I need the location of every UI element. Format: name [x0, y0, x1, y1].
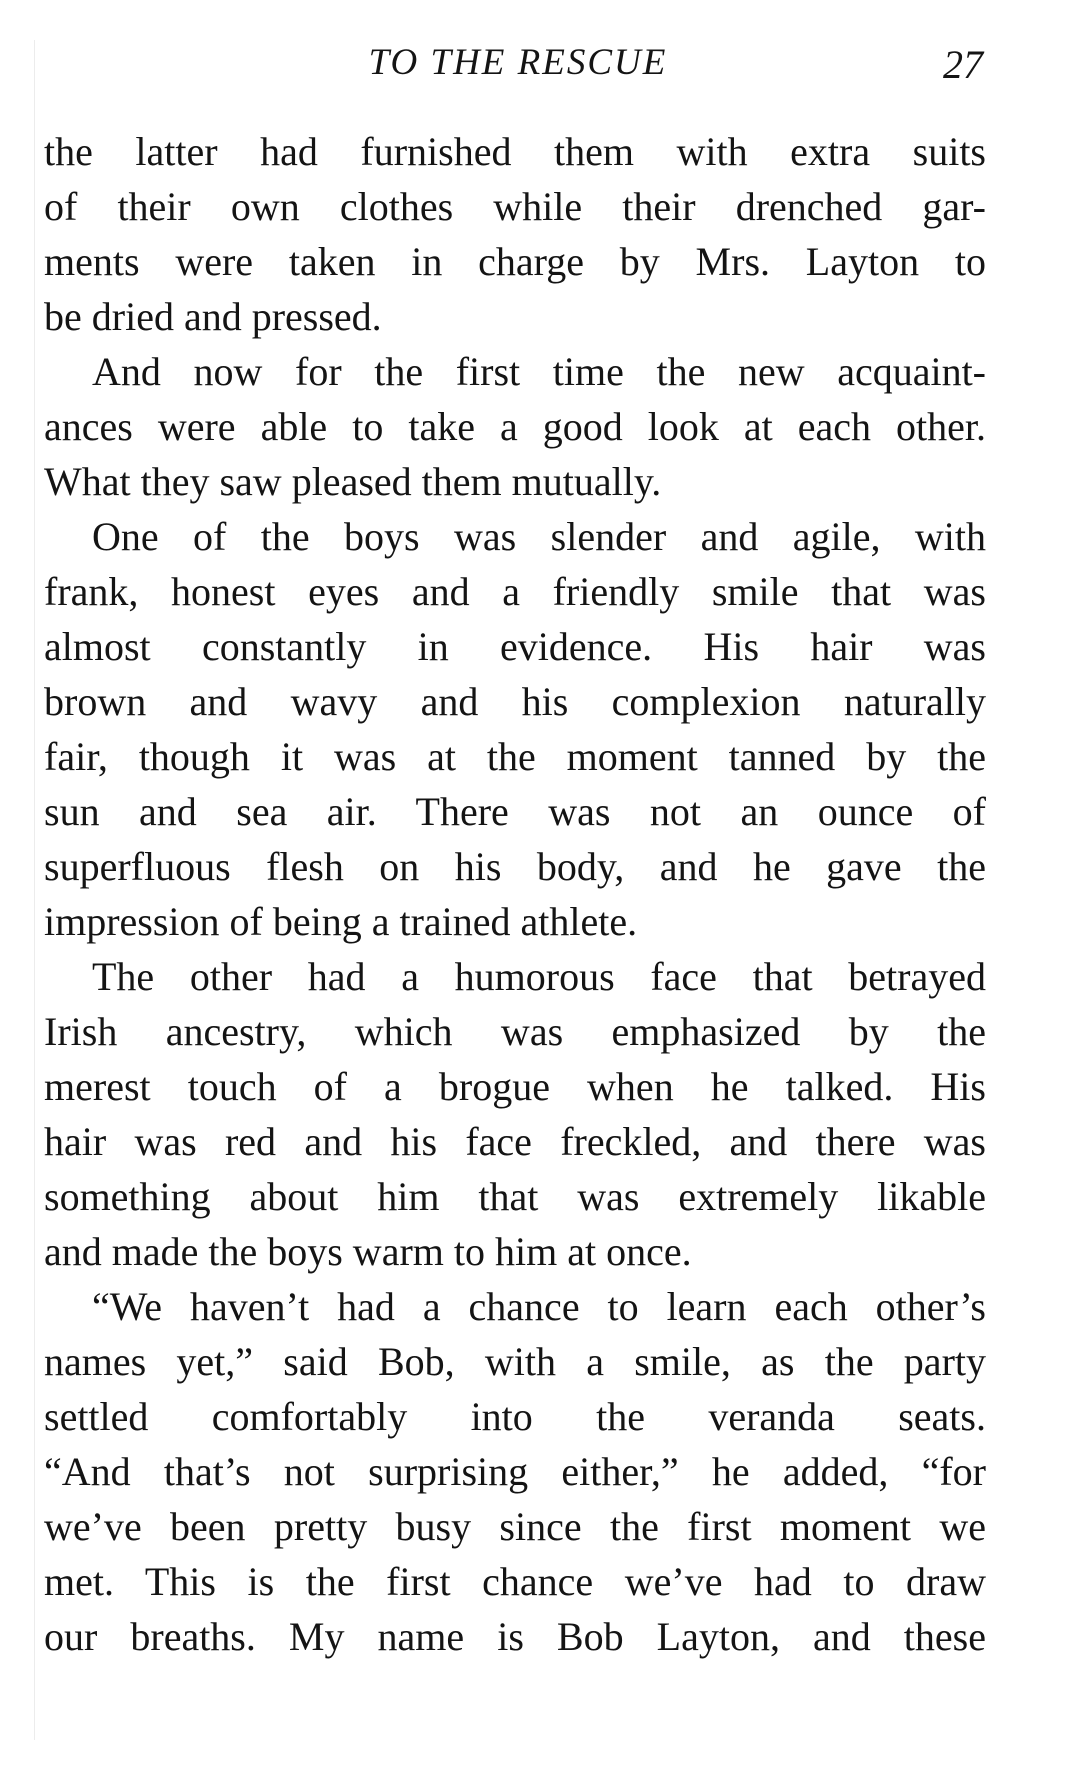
text-line: fair, though it was at the moment tanned by the [44, 734, 986, 779]
text-line: brown and wavy and his complexion naturally [44, 679, 986, 724]
chapter-title: TO THE RESCUE [368, 42, 668, 83]
text-line: ments were taken in charge by Mrs. Layton to [44, 239, 986, 284]
text-line: superfluous flesh on his body, and he gave the [44, 844, 986, 889]
text-line: And now for the first time the new acquaint- [92, 349, 986, 394]
text-line: our breaths. My name is Bob Layton, and these [44, 1614, 986, 1659]
text-line: sun and sea air. There was not an ounce of [44, 789, 986, 834]
text-line: ances were able to take a good look at each other. [44, 404, 986, 449]
text-line: What they saw pleased them mutually. [44, 459, 662, 504]
scan-gutter-line [34, 40, 35, 1740]
text-line: names yet,” said Bob, with a smile, as the party [44, 1339, 986, 1384]
running-head [0, 38, 1086, 88]
paragraph [44, 344, 986, 509]
paragraph [44, 949, 986, 1279]
text-line: Irish ancestry, which was emphasized by the [44, 1009, 986, 1054]
text-line: One of the boys was slender and agile, with [92, 514, 986, 559]
text-line: “We haven’t had a chance to learn each other’s [92, 1284, 986, 1329]
text-line: of their own clothes while their drenched gar- [44, 184, 986, 229]
paragraph [44, 1279, 986, 1664]
text-line: “And that’s not surprising either,” he added, “for [44, 1449, 986, 1494]
text-line: almost constantly in evidence. His hair was [44, 624, 986, 669]
text-line: be dried and pressed. [44, 294, 382, 339]
text-line: the latter had furnished them with extra suits [44, 129, 986, 174]
page-number: 27 [943, 42, 983, 87]
paragraph [44, 124, 986, 344]
text-line: impression of being a trained athlete. [44, 899, 638, 944]
text-line: settled comfortably into the veranda seats. [44, 1394, 986, 1439]
paragraph [44, 509, 986, 949]
text-line: The other had a humorous face that betrayed [92, 954, 986, 999]
text-line: merest touch of a brogue when he talked. His [44, 1064, 986, 1109]
text-line: something about him that was extremely likable [44, 1174, 986, 1219]
body-text [44, 124, 986, 1664]
text-line: hair was red and his face freckled, and there was [44, 1119, 986, 1164]
text-line: met. This is the first chance we’ve had to draw [44, 1559, 986, 1604]
text-line: and made the boys warm to him at once. [44, 1229, 692, 1274]
text-line: we’ve been pretty busy since the first moment we [44, 1504, 986, 1549]
text-line: frank, honest eyes and a friendly smile that was [44, 569, 986, 614]
